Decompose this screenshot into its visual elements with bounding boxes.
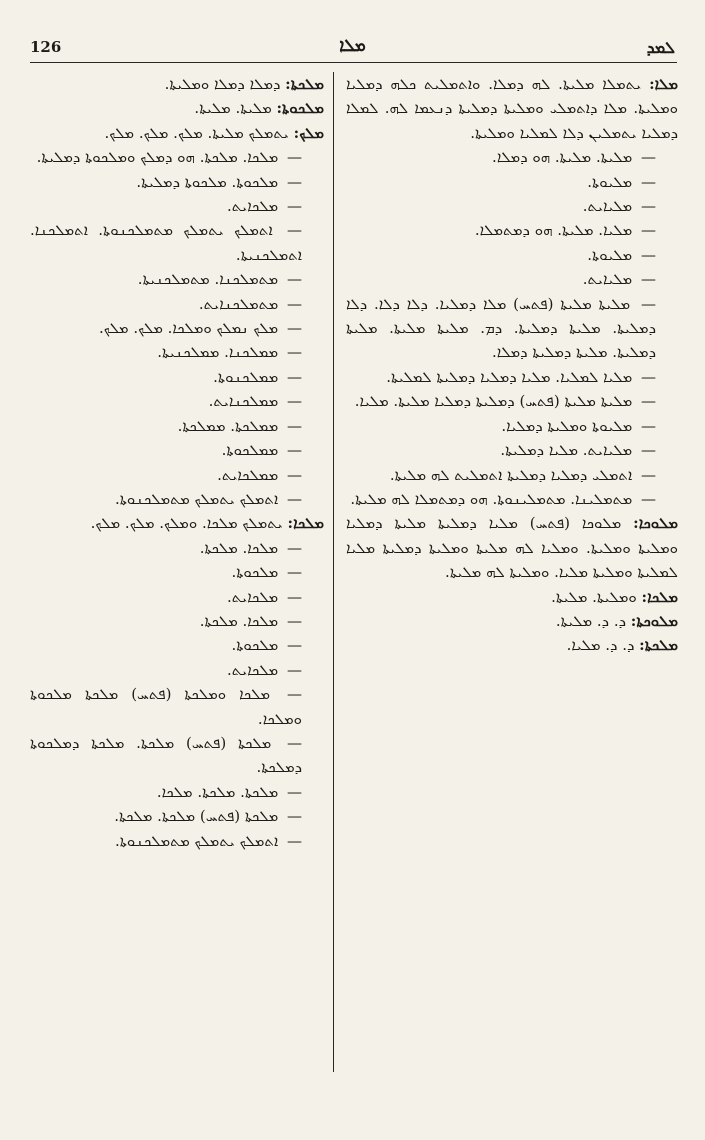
entry-dash: —: [275, 733, 302, 752]
entry-text: ܡܡܠܟܐܝܬ.: [217, 465, 279, 484]
entry-text: ܡܠܘܟܐ (ܦܬܚ) ܡܠܝܐ ܕܡܠܝܬܐ ܡܠܝܬܐ ܕܡܠܝܐ ܘܡܠܝܬܐ ܘܡܠܝܬܐ. ܘܡܠܝܐ ܠܗ ܡܠܝܬܐ ܘܡܠܝܬܐ ܕܡܠܝܬܐ ܡܠܝܐ ܠܡܠܝܬܐ ܘܡܠܝܬܐ ܡܠܝܐ. ܘܡܠܝܬܐ ܠܗ ܡܠܝܬܐ.: [346, 514, 678, 582]
entry-dash: —: [282, 587, 302, 606]
entry-dash: —: [636, 221, 656, 240]
entry-text: ܡܠܝܐܝܬ.: [582, 270, 633, 289]
dictionary-entry: [30, 316, 324, 340]
dictionary-entry: [346, 511, 678, 584]
running-head-center: ܡܠܐ: [339, 36, 366, 56]
entry-dash: —: [282, 343, 302, 362]
dictionary-entry: [30, 536, 324, 560]
entry-headword: ܡܠܟ:: [293, 123, 324, 142]
dictionary-entry: [30, 487, 324, 511]
entry-text: ܡܠܝܬܐ. ܡܠܝܬܐ. ܗܘ ܕܡܠܐ.: [492, 148, 633, 167]
running-head-right: ܠܡܕ: [646, 38, 675, 57]
entry-dash: —: [636, 172, 656, 191]
dictionary-entry: [30, 365, 324, 389]
entry-text: ܝܬܡܠܟ ܡܠܝܬܐ. ܡܠܟ. ܡܠܟ. ܡܠܟ.: [104, 123, 294, 142]
entry-headword: ܡܠܟܐ:: [287, 514, 324, 533]
entry-dash: —: [282, 660, 302, 679]
entry-text: ܡܠܟ ܢܡܠܟ ܘܡܠܟܐ. ܡܠܟ. ܡܠܟ.: [99, 319, 279, 338]
entry-headword: ܡܠܟܬܐ:: [639, 636, 678, 655]
entry-headword: ܡܠܟܬܐ:: [285, 75, 324, 93]
dictionary-entry: [346, 463, 678, 487]
entry-dash: —: [636, 245, 656, 264]
entry-text: ܡܬܡܠܟܢܐܝܬ.: [198, 294, 279, 313]
entry-text: ܡܠܟܬܐ. ܡܠܟܬܐ. ܡܠܟܐ.: [156, 782, 279, 801]
entry-text: ܡܠܟܐ ܘܡܠܟܬܐ (ܦܬܚ) ܡܠܟܬܐ ܡܠܟܘܬܐ ܘܡܠܟܐ.: [30, 685, 302, 728]
dictionary-entry: [346, 218, 678, 242]
entry-dash: —: [634, 294, 656, 313]
entry-text: ܡܠܟܬܐ (ܦܬܚ) ܡܠܟܬܐ. ܡܠܟܬܐ.: [114, 807, 279, 826]
entry-headword: ܡܠܘܟܬܐ:: [630, 611, 678, 630]
entry-text: ܡܠܝܬܐ. ܡܠܝܬܐ.: [194, 99, 277, 118]
entry-text: ܐܬܡܠܟ ܝܬܡܠܟ ܡܬܡܠܟܢܘܬܐ. ܐܬܡܠܟܢܐ. ܐܬܡܠܟܢܝܬܐ.: [30, 221, 302, 264]
dictionary-entry: [30, 145, 324, 169]
dictionary-entry: [30, 658, 324, 682]
entry-dash: —: [282, 270, 302, 289]
entry-text: ܡܠܟܬܐ (ܦܬܚ) ܡܠܟܬܐ. ܡܠܟܬܐ ܕܡܠܟܘܬܐ ܕܡܠܟܬܐ.: [30, 733, 302, 777]
entry-dash: —: [282, 172, 302, 191]
dictionary-entry: [30, 633, 324, 657]
dictionary-entry: [30, 218, 324, 267]
entry-text: ܐܬܡܠܟ ܝܬܡܠܟ ܡܬܡܠܟܢܘܬܐ.: [114, 831, 279, 850]
entry-text: ܡܠܟܐܝܬ.: [226, 660, 279, 679]
dictionary-entry: [30, 609, 324, 633]
dictionary-entry: [346, 145, 678, 169]
entry-dash: —: [274, 685, 302, 704]
entry-dash: —: [636, 148, 656, 167]
dictionary-entry: [30, 292, 324, 316]
entry-headword: ܡܠܟܐ:: [641, 587, 678, 606]
running-head: [30, 36, 675, 60]
dictionary-entry: [30, 170, 324, 194]
entry-dash: —: [636, 367, 656, 386]
dictionary-entry: [30, 194, 324, 218]
dictionary-entry: [346, 267, 678, 291]
dictionary-entry: [346, 389, 678, 413]
entry-text: ܡܡܠܟܬܐ. ܡܡܠܟܬܐ.: [177, 416, 279, 435]
dictionary-entry: [30, 829, 324, 853]
column-divider: [333, 72, 334, 1072]
header-rule: [30, 62, 677, 63]
dictionary-entry: [346, 72, 678, 145]
dictionary-entry: [30, 72, 324, 96]
entry-dash: —: [636, 441, 656, 460]
entry-dash: —: [282, 831, 302, 850]
entry-headword: ܡܠܟܘܬܐ:: [276, 99, 324, 118]
dictionary-entry: [346, 609, 678, 633]
entry-text: ܡܡܠܟܘܬܐ.: [221, 441, 279, 460]
dictionary-entry: [30, 731, 324, 780]
entry-text: ܡܠܝܐܝܬ.: [582, 197, 633, 216]
entry-text: ܐܬܡܠܝ ܕܡܠܝܐ ܕܡܠܝܬܐ ܐܬܡܠܝܬ ܠܗ ܡܠܝܬܐ.: [389, 465, 633, 484]
entry-text: ܡܠܟܐ. ܡܠܟܬܐ. ܗܘ ܕܡܠܟ ܘܡܠܟܘܬܐ ܕܡܠܝܬܐ.: [36, 148, 279, 167]
entry-dash: —: [282, 416, 302, 435]
page-number: 126: [30, 38, 62, 56]
entry-dash: —: [636, 416, 656, 435]
entry-text: ܡܡܠܟܢܐܝܬ.: [208, 392, 279, 411]
entry-dash: —: [282, 636, 302, 655]
entry-headword: ܡܠܐ:: [649, 75, 678, 93]
dictionary-entry: [346, 487, 678, 511]
dictionary-entry: [30, 511, 324, 535]
dictionary-entry: [30, 267, 324, 291]
entry-headword: ܡܠܘܟܐ:: [633, 514, 678, 533]
entry-dash: —: [282, 441, 302, 460]
entry-dash: —: [282, 807, 302, 826]
entry-text: ܕ. ܕ. ܡܠܝܬܐ.: [555, 611, 631, 630]
dictionary-entry: [30, 804, 324, 828]
dictionary-entry: [30, 414, 324, 438]
dictionary-entry: [30, 560, 324, 584]
dictionary-entry: [346, 633, 678, 657]
dictionary-entry: [30, 585, 324, 609]
entry-text: ܡܬܡܠܟܢܐ. ܡܬܡܠܟܢܝܬܐ.: [137, 270, 279, 289]
dictionary-entry: [346, 243, 678, 267]
entry-dash: —: [282, 148, 302, 167]
dictionary-entry: [346, 585, 678, 609]
entry-dash: —: [282, 489, 302, 508]
entry-dash: —: [282, 782, 302, 801]
entry-dash: —: [282, 465, 302, 484]
entry-text: ܡܠܟܐܝܬ.: [226, 197, 279, 216]
entry-dash: —: [282, 294, 302, 313]
entry-dash: —: [282, 367, 302, 386]
entry-dash: —: [636, 465, 656, 484]
entry-text: ܝܬܡܠܐ ܡܠܝܬܐ. ܠܗ ܕܡܠܐ. ܘܐܬܡܠܝܬ ܟܠܗ ܕܡܠܝܐ ܘܡܠܝܬܐ. ܡܠܐ ܕܐܬܡܠܝ ܘܡܠܝܬܐ ܕܡܠܝܬܐ ܕܢܥܡܐ ܠܗ. ܠܡܠܐ ܕܡܠܝܐ ܝܬܡܠܝܢ ܕܠܐ ܠܡܠܝܐ ܘܡܠܝܬܐ.: [346, 75, 678, 142]
dictionary-entry: [346, 438, 678, 462]
entry-text: ܘܡܠܝܬܐ. ܡܠܝܬܐ.: [551, 587, 642, 606]
left-column: [30, 72, 324, 853]
entry-text: ܡܬܡܠܝܢܐ. ܡܬܡܠܝܢܘܬܐ. ܗܘ ܕܡܬܡܠܐ ܠܗ ܡܠܝܬܐ.: [350, 489, 633, 508]
entry-dash: —: [282, 392, 302, 411]
entry-dash: —: [282, 197, 302, 216]
entry-text: ܡܠܝܬܐ ܡܠܝܬܐ (ܦܬܚ) ܕܡܠܝܬܐ ܕܡܠܝܐ ܡܠܝܬܐ. ܡܠܝܐ.: [354, 392, 633, 411]
entry-text: ܡܠܝܐܝܬ. ܡܠܝܐ ܕܡܠܝܬܐ.: [500, 441, 633, 460]
dictionary-entry: [30, 96, 324, 120]
dictionary-entry: [346, 170, 678, 194]
entry-dash: —: [636, 489, 656, 508]
entry-text: ܡܠܝܘܬܐ.: [587, 245, 633, 264]
entry-text: ܡܠܟܘܬܐ. ܡܠܟܘܬܐ ܕܡܠܝܬܐ.: [136, 172, 279, 191]
entry-dash: —: [636, 270, 656, 289]
entry-dash: —: [282, 319, 302, 338]
entry-text: ܡܡܠܟܢܘܬܐ.: [213, 367, 279, 386]
entry-text: ܡܠܝܬܐ ܡܠܝܬܐ (ܦܬܚ) ܡܠܐ ܕܡܠܝܐ. ܕܠܐ ܕܠܐ. ܕܠܐ ܕܡܠܝܬܐ. ܡܠܝܬܐ ܕܡܠܝܬܐ. ܕܡ. ܡܠܝܬܐ ܡܠܝܬܐ. ܡܠܝܬܐ ܕܡܠܝܬܐ. ܡܠܝܬܐ ܕܡܠܝܬܐ ܕܡܠܐ.: [346, 294, 656, 362]
dictionary-entry: [30, 438, 324, 462]
entry-dash: —: [282, 563, 302, 582]
entry-text: ܡܠܝܘܬܐ ܘܡܠܝܬܐ ܕܡܠܝܐ.: [501, 416, 633, 435]
entry-dash: —: [636, 197, 656, 216]
entry-text: ܐܬܡܠܟ ܝܬܡܠܟ ܡܬܡܠܟܢܘܬܐ.: [114, 489, 279, 508]
dictionary-entry: [30, 463, 324, 487]
entry-text: ܡܠܝܘܬܐ.: [587, 172, 633, 191]
entry-text: ܡܠܟܐ. ܡܠܟܬܐ.: [199, 538, 279, 557]
dictionary-entry: [346, 292, 678, 365]
dictionary-entry: [346, 194, 678, 218]
entry-text: ܕܡܠܐ ܕܡܠܐ ܘܡܠܝܬܐ.: [164, 75, 286, 93]
dictionary-entry: [30, 682, 324, 731]
entry-dash: —: [636, 392, 656, 411]
entry-text: ܡܠܝܐ ܠܡܠܝܐ. ܡܠܝܐ ܕܡܠܝܐ ܕܡܠܝܬܐ ܠܡܠܝܬܐ.: [386, 367, 633, 386]
entry-text: ܡܠܝܐ. ܡܠܝܬܐ. ܗܘ ܕܡܬܡܠܐ.: [474, 221, 633, 240]
entry-dash: —: [282, 538, 302, 557]
entry-text: ܡܠܟܘܬܐ.: [231, 636, 279, 655]
dictionary-entry: [30, 389, 324, 413]
dictionary-entry: [30, 121, 324, 145]
dictionary-entry: [346, 414, 678, 438]
dictionary-entry: [346, 365, 678, 389]
entry-text: ܡܠܟܐ. ܡܠܟܬܐ.: [199, 611, 279, 630]
entry-dash: —: [276, 221, 302, 240]
right-column: [346, 72, 678, 658]
dictionary-entry: [30, 780, 324, 804]
entry-text: ܡܠܟܐܝܬ.: [226, 587, 279, 606]
entry-text: ܡܠܟܘܬܐ.: [231, 563, 279, 582]
dictionary-entry: [30, 340, 324, 364]
entry-text: ܕ. ܕ. ܡܠܝܐ.: [566, 636, 640, 655]
entry-dash: —: [282, 611, 302, 630]
entry-text: ܡܡܠܟܢܐ. ܡܡܠܟܢܝܬܐ.: [157, 343, 279, 362]
entry-text: ܝܬܡܠܟ ܡܠܟܐ. ܘܡܠܟ. ܡܠܟ. ܡܠܟ.: [90, 514, 288, 533]
